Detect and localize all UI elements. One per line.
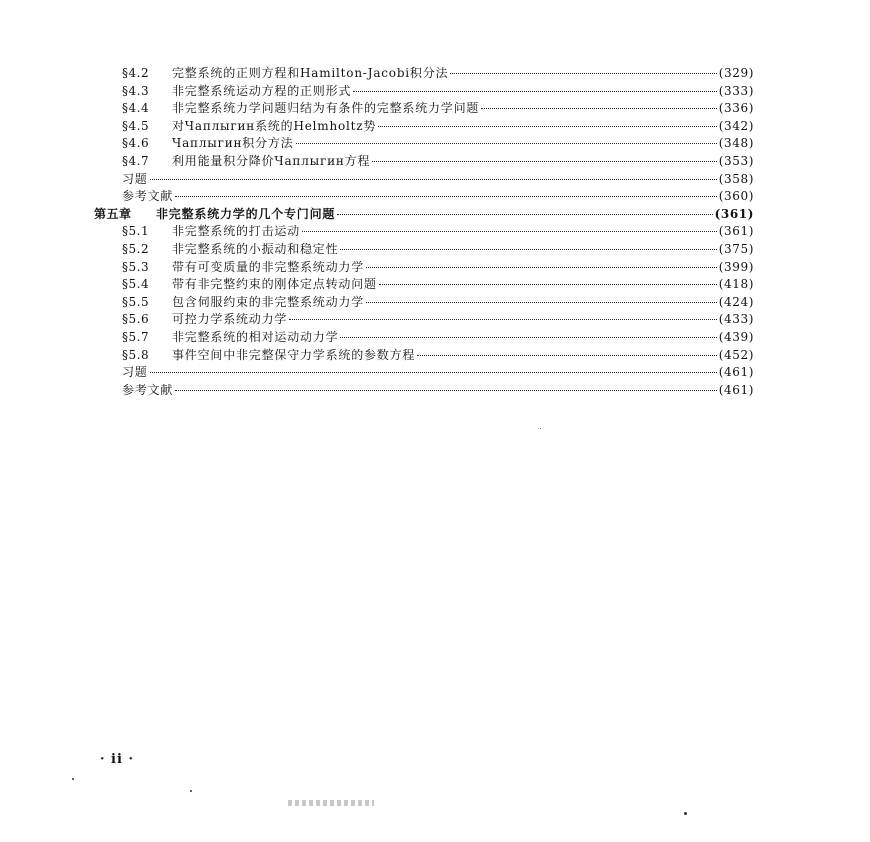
section-number: §5.5 [122,294,150,309]
toc-entry [94,275,754,293]
section-title: 带有非完整约束的刚体定点转动问题 [172,277,377,292]
dot-leader [289,319,717,320]
dot-leader [366,267,717,268]
section-title: 参考文献 [122,382,174,397]
toc-chapter-entry [94,205,754,223]
page-number: (424) [718,294,754,309]
toc-entry [94,134,754,152]
toc-entry [94,222,754,240]
page-number: (461) [718,382,754,397]
toc-entry-references [94,187,754,205]
scan-speck [684,812,687,815]
section-title: 事件空间中非完整保守力学系统的参数方程 [172,347,416,362]
dot-leader [378,126,717,127]
toc-entry [94,293,754,311]
dot-leader [175,390,717,391]
toc-entry [94,117,754,135]
dot-leader [481,108,717,109]
page-number: (348) [718,136,754,151]
section-title: 利用能量积分降价Чаплыгин方程 [172,153,371,168]
section-number: §5.1 [122,224,150,239]
section-title: 非完整系统的打击运动 [172,224,301,239]
section-title: 非完整系统运动方程的正则形式 [172,83,352,98]
chapter-number: 第五章 [94,206,132,221]
page-folio: · ii · [100,752,134,767]
page-number: (358) [718,171,754,186]
section-number: §4.6 [122,136,150,151]
section-number: §4.4 [122,101,150,116]
page-number: (360) [718,189,754,204]
dot-leader [366,302,717,303]
section-number: §5.4 [122,277,150,292]
page-number: (329) [718,66,754,80]
section-title: 可控力学系统动力学 [172,312,288,327]
section-number: §5.2 [122,241,150,256]
dot-leader [450,73,716,74]
scan-speck [540,428,541,429]
toc-entry [94,258,754,276]
toc-entry [94,152,754,170]
page-number: (353) [718,153,754,168]
section-title: 对Чаплыгин系统的Helmholtz势 [172,118,377,133]
page-number: (375) [718,241,754,256]
toc-entry [94,328,754,346]
section-number: §5.6 [122,312,150,327]
dot-leader [150,179,717,180]
dot-leader [175,196,717,197]
page-number: (342) [718,118,754,133]
page-number: (461) [718,365,754,380]
section-title: 带有可变质量的非完整系统动力学 [172,259,365,274]
dot-leader [296,143,717,144]
section-number: §4.2 [122,66,150,80]
chapter-title: 非完整系统力学的几个专门问题 [156,206,336,221]
page-number: (336) [718,101,754,116]
dot-leader [302,231,717,232]
dot-leader [372,161,716,162]
section-title: 非完整系统的相对运动动力学 [172,329,339,344]
page-number: (361) [714,206,754,221]
dot-leader [379,284,717,285]
dot-leader [353,91,717,92]
table-of-contents [94,64,754,398]
section-title: 习题 [122,365,148,380]
section-title: 非完整系统的小振动和稳定性 [172,241,339,256]
section-title: 完整系统的正则方程和Hamilton-Jacobi积分法 [172,66,449,80]
section-title: 参考文献 [122,189,174,204]
dot-leader [340,337,716,338]
section-title: 习题 [122,171,148,186]
page-number: (452) [718,347,754,362]
toc-entry [94,310,754,328]
section-number: §5.8 [122,347,150,362]
scan-speck [72,778,74,780]
section-number: §4.5 [122,118,150,133]
dot-leader [417,355,717,356]
page-number: (333) [718,83,754,98]
section-number: §4.7 [122,153,150,168]
toc-entry [94,64,754,82]
dot-leader [337,214,712,215]
toc-entry-references [94,381,754,399]
page-number: (439) [718,329,754,344]
page-number: (433) [718,312,754,327]
section-title: 非完整系统力学问题归结为有条件的完整系统力学问题 [172,101,480,116]
page-number: (418) [718,277,754,292]
section-title: Чаплыгин积分方法 [172,136,294,151]
toc-entry [94,240,754,258]
toc-entry [94,346,754,364]
section-title: 包含伺服约束的非完整系统动力学 [172,294,365,309]
toc-entry-exercises [94,363,754,381]
page-number: (399) [718,259,754,274]
scan-speck [190,790,192,792]
toc-entry [94,82,754,100]
dot-leader [340,249,716,250]
toc-entry [94,99,754,117]
page-number: (361) [718,224,754,239]
section-number: §5.7 [122,329,150,344]
section-number: §5.3 [122,259,150,274]
dot-leader [150,372,717,373]
toc-entry-exercises [94,170,754,188]
section-number: §4.3 [122,83,150,98]
scan-smudge [288,800,374,806]
